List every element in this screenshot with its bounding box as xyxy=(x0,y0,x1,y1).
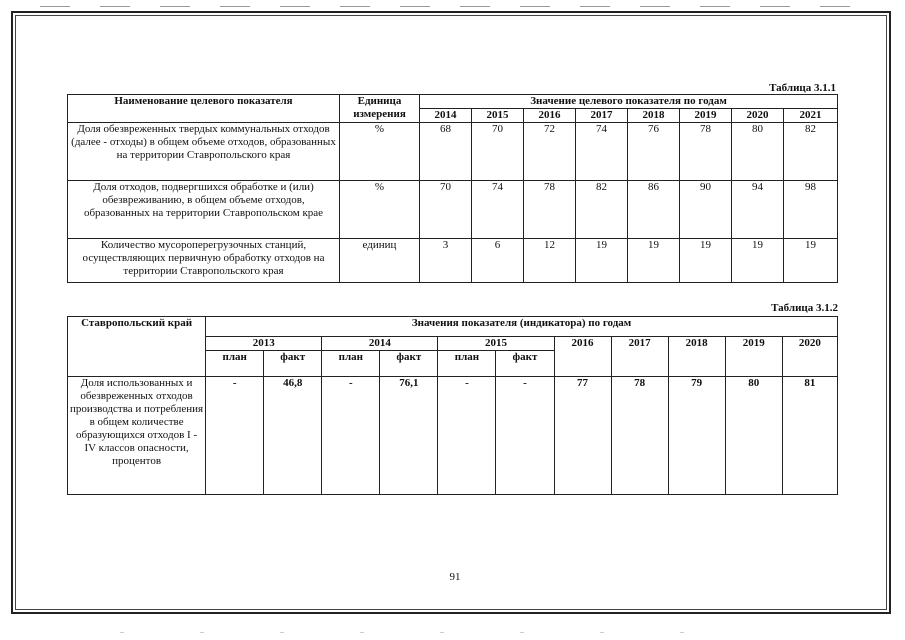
indicator-name: Доля отходов, подвергшихся обработке и (или) обезвреживанию, в общем объеме отходов, образованных на территории Ставропольском крае xyxy=(68,181,340,239)
year-header: 2019 xyxy=(725,337,782,377)
year-header: 2013 xyxy=(206,337,322,351)
value-cell: 3 xyxy=(420,239,472,283)
value-cell: 19 xyxy=(784,239,838,283)
value-cell: 19 xyxy=(576,239,628,283)
fact-header: факт xyxy=(264,351,322,377)
value-cell: 70 xyxy=(472,123,524,181)
header-unit-line2: измерения xyxy=(353,108,406,120)
value-cell: 76 xyxy=(628,123,680,181)
header-values-by-year: Значение целевого показателя по годам xyxy=(420,95,838,109)
header-unit xyxy=(340,95,420,123)
year-header: 2014 xyxy=(420,109,472,123)
indicator-name: Доля обезвреженных твердых коммунальных отходов (далее - отходы) в общем объеме отходов, образованных на территории Ставропольского края xyxy=(68,123,340,181)
value-cell: 81 xyxy=(782,377,837,495)
year-header: 2019 xyxy=(680,109,732,123)
table-row xyxy=(68,377,838,495)
fact-header: факт xyxy=(496,351,554,377)
value-cell: 6 xyxy=(472,239,524,283)
plan-header: план xyxy=(438,351,496,377)
value-cell: 98 xyxy=(784,181,838,239)
table2-caption: Таблица 3.1.2 xyxy=(771,302,838,314)
year-header: 2016 xyxy=(554,337,611,377)
value-cell: 70 xyxy=(420,181,472,239)
value-cell: 80 xyxy=(732,123,784,181)
year-header: 2021 xyxy=(784,109,838,123)
scan-artifact-bottom xyxy=(120,632,720,633)
value-cell: 86 xyxy=(628,181,680,239)
table-row xyxy=(68,123,838,181)
value-cell: 77 xyxy=(554,377,611,495)
fact-header: факт xyxy=(380,351,438,377)
value-cell: 12 xyxy=(524,239,576,283)
year-header: 2020 xyxy=(732,109,784,123)
table-row xyxy=(68,181,838,239)
page-number: 91 xyxy=(449,571,461,583)
value-cell: 80 xyxy=(725,377,782,495)
indicator-name: Количество мусороперегрузочных станций, осуществляющих первичную обработку отходов на территории Ставропольского края xyxy=(68,239,340,283)
value-cell: - xyxy=(206,377,264,495)
value-cell: 90 xyxy=(680,181,732,239)
year-header: 2017 xyxy=(611,337,668,377)
value-cell: - xyxy=(438,377,496,495)
value-cell: 82 xyxy=(784,123,838,181)
indicator-table-3-1-2 xyxy=(67,316,838,495)
plan-header: план xyxy=(322,351,380,377)
header-unit-line1: Единица xyxy=(357,95,402,107)
year-header: 2018 xyxy=(668,337,725,377)
value-cell: - xyxy=(322,377,380,495)
value-cell: - xyxy=(496,377,554,495)
year-header: 2015 xyxy=(472,109,524,123)
value-cell: 94 xyxy=(732,181,784,239)
value-cell: 19 xyxy=(628,239,680,283)
indicator-name: Доля использованных и обезвреженных отходов производства и потребления в общем количестве образующихся отходов I - IV классов опасности, процентов xyxy=(68,377,206,495)
value-cell: 78 xyxy=(524,181,576,239)
indicator-unit: единиц xyxy=(340,239,420,283)
value-cell: 19 xyxy=(680,239,732,283)
header-region: Ставропольский край xyxy=(68,317,206,377)
value-cell: 72 xyxy=(524,123,576,181)
plan-header: план xyxy=(206,351,264,377)
year-header: 2014 xyxy=(322,337,438,351)
header-indicator-name: Наименование целевого показателя xyxy=(68,95,340,123)
value-cell: 78 xyxy=(611,377,668,495)
scan-artifact-top xyxy=(40,6,870,7)
indicator-unit: % xyxy=(340,181,420,239)
value-cell: 82 xyxy=(576,181,628,239)
value-cell: 46,8 xyxy=(264,377,322,495)
year-header: 2017 xyxy=(576,109,628,123)
year-header: 2018 xyxy=(628,109,680,123)
year-header: 2020 xyxy=(782,337,837,377)
indicator-unit: % xyxy=(340,123,420,181)
value-cell: 19 xyxy=(732,239,784,283)
year-header: 2016 xyxy=(524,109,576,123)
value-cell: 68 xyxy=(420,123,472,181)
value-cell: 78 xyxy=(680,123,732,181)
value-cell: 74 xyxy=(472,181,524,239)
year-header: 2015 xyxy=(438,337,554,351)
value-cell: 79 xyxy=(668,377,725,495)
table-row xyxy=(68,239,838,283)
indicators-table-3-1-1 xyxy=(67,94,838,283)
value-cell: 74 xyxy=(576,123,628,181)
table1-caption: Таблица 3.1.1 xyxy=(769,82,836,94)
header-values-by-year: Значения показателя (индикатора) по годам xyxy=(206,317,838,337)
value-cell: 76,1 xyxy=(380,377,438,495)
